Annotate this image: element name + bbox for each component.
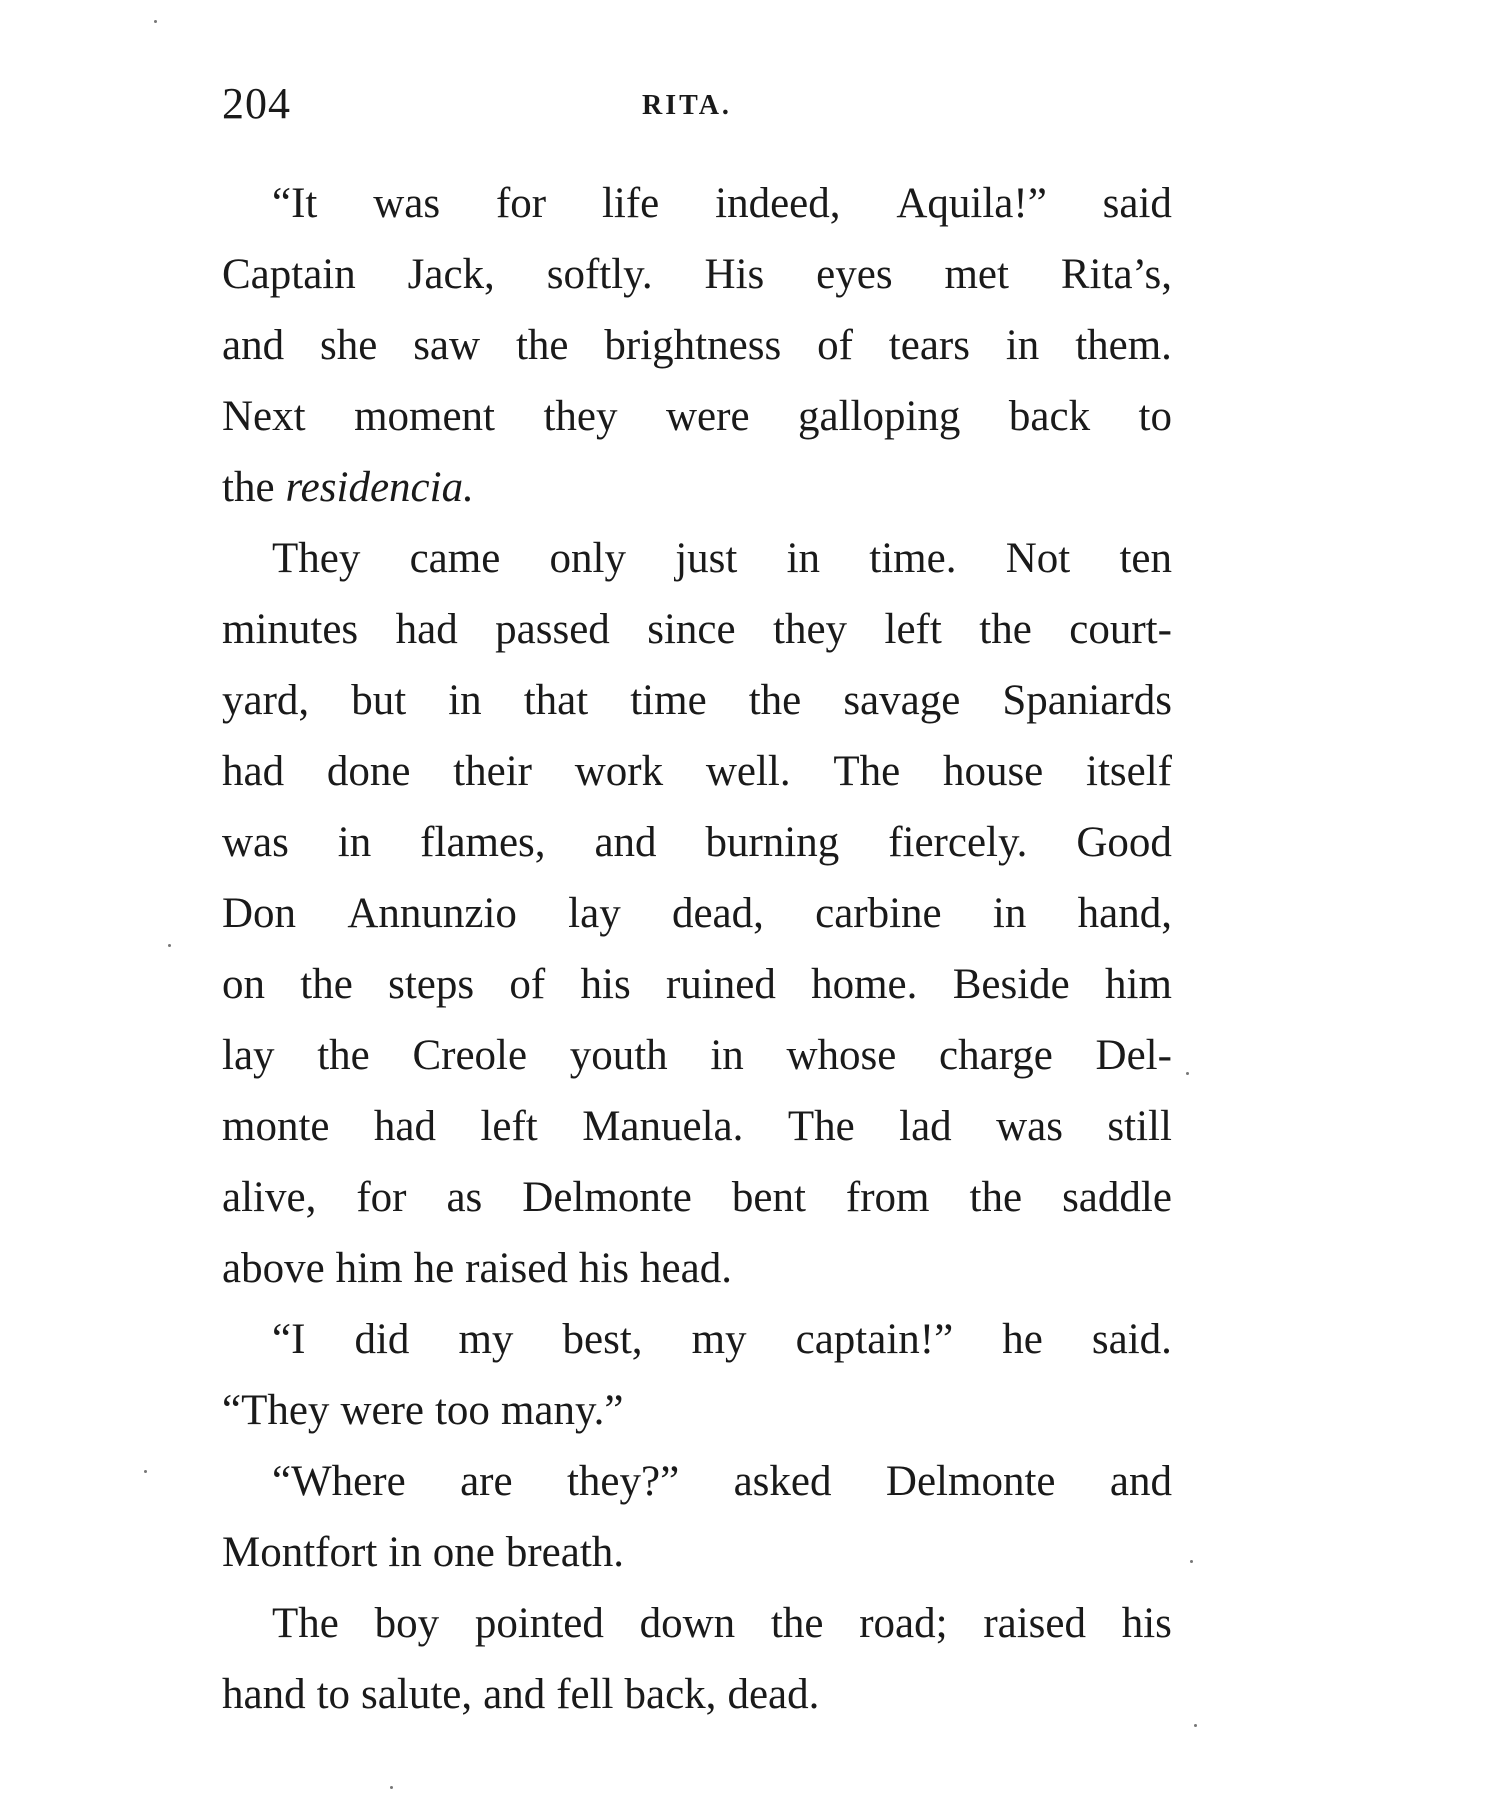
text-line (222, 1304, 1172, 1375)
word: him (335, 1245, 403, 1292)
word: to (316, 1671, 351, 1718)
word: Good (1076, 819, 1172, 866)
word: in (992, 890, 1027, 937)
word: His (704, 251, 765, 298)
word: lad (899, 1103, 952, 1150)
word: their (453, 748, 532, 795)
text-line (222, 1020, 1172, 1091)
word: still (1107, 1103, 1172, 1150)
text-line (222, 452, 1172, 523)
text-line (222, 168, 1172, 239)
word: Aquila!” (896, 180, 1047, 227)
word: ten (1119, 535, 1172, 582)
word: them. (1075, 322, 1172, 369)
word: in (710, 1032, 744, 1079)
word: salute, (361, 1671, 473, 1718)
italic-word: residencia. (285, 464, 474, 511)
word: brightness (604, 322, 782, 369)
text-line (222, 1162, 1172, 1233)
word: in (337, 819, 372, 866)
word: was (996, 1103, 1063, 1150)
word: Next (222, 393, 306, 440)
word: minutes (222, 606, 359, 653)
scan-speck (1186, 1072, 1189, 1075)
word: Captain (222, 251, 356, 298)
word: eyes (816, 251, 893, 298)
page-header (222, 78, 1170, 138)
scan-speck (144, 1470, 147, 1473)
word: too (434, 1387, 490, 1434)
paragraph-1 (222, 168, 1172, 523)
word: the (300, 961, 353, 1008)
word: met (944, 251, 1009, 298)
text-line (222, 1659, 1172, 1730)
paragraph-4 (222, 1446, 1172, 1588)
word: time. (869, 535, 957, 582)
word: ruined (665, 961, 776, 1008)
word: for (356, 1174, 407, 1221)
word: court- (1069, 606, 1172, 653)
word: from (845, 1174, 930, 1221)
word: lay (222, 1032, 275, 1079)
word: they (543, 393, 618, 440)
word: carbine (815, 890, 942, 937)
word (286, 452, 474, 523)
word: Jack, (407, 251, 495, 298)
word: hand, (1077, 890, 1172, 937)
text-line (222, 736, 1172, 807)
word: Rita’s, (1060, 251, 1172, 298)
word: had (373, 1103, 437, 1150)
paragraph-3 (222, 1304, 1172, 1446)
word: left (884, 606, 942, 653)
word: whose (786, 1032, 897, 1079)
word: youth (569, 1032, 668, 1079)
word: Annunzio (347, 890, 517, 937)
word: done (326, 748, 411, 795)
word: tears (888, 322, 970, 369)
text-line (222, 1091, 1172, 1162)
word: the (979, 606, 1032, 653)
word: the (969, 1174, 1023, 1221)
word: they (773, 606, 848, 653)
word: flames, (420, 819, 546, 866)
word: saw (413, 322, 481, 369)
text-line (222, 381, 1172, 452)
text-line (222, 594, 1172, 665)
word: to (1138, 393, 1172, 440)
word: hand (222, 1671, 306, 1718)
word: he (1002, 1316, 1043, 1363)
word: but (351, 677, 407, 724)
word: the (222, 464, 275, 511)
word: bent (731, 1174, 806, 1221)
word: The (787, 1103, 855, 1150)
word: raised (465, 1245, 568, 1292)
text-line (222, 807, 1172, 878)
word: fell (556, 1671, 614, 1718)
paragraph-5 (222, 1588, 1172, 1730)
word: was (373, 180, 441, 227)
word: of (509, 961, 546, 1008)
word: he (413, 1245, 455, 1292)
word: in (786, 535, 821, 582)
word: Don (222, 890, 297, 937)
word: house (942, 748, 1044, 795)
word: burning (705, 819, 840, 866)
word: only (549, 535, 626, 582)
word: asked (733, 1458, 832, 1505)
word: time (630, 677, 707, 724)
scan-speck (154, 20, 157, 23)
word: best, (562, 1316, 643, 1363)
word: “It (272, 180, 318, 227)
word: in (448, 677, 482, 724)
word: alive, (222, 1174, 317, 1221)
word: that (523, 677, 589, 724)
word: and (594, 819, 657, 866)
word: Spaniards (1002, 677, 1172, 724)
text-line (222, 523, 1172, 594)
word: raised (983, 1600, 1086, 1647)
word: saddle (1062, 1174, 1172, 1221)
word: Creole (412, 1032, 528, 1079)
text-line (222, 949, 1172, 1020)
word: Delmonte (522, 1174, 692, 1221)
word: Not (1005, 535, 1071, 582)
word: of (817, 322, 853, 369)
paragraph-2 (222, 523, 1172, 1304)
word: down (639, 1600, 736, 1647)
word: the (317, 1032, 370, 1079)
word: captain!” (795, 1316, 954, 1363)
word: for (495, 180, 547, 227)
word: road; (859, 1600, 948, 1647)
word: Manuela. (582, 1103, 744, 1150)
text-line (222, 665, 1172, 736)
word: on (222, 961, 265, 1008)
scan-speck (390, 1786, 393, 1789)
scan-speck (1190, 1560, 1193, 1563)
word: work (574, 748, 664, 795)
word: “They (222, 1387, 330, 1434)
word: said (1102, 180, 1172, 227)
word: his (1121, 1600, 1172, 1647)
word: monte (222, 1103, 330, 1150)
word: had (222, 748, 285, 795)
word: savage (843, 677, 961, 724)
word: said. (1091, 1316, 1172, 1363)
word: dead. (727, 1671, 820, 1718)
word: did (354, 1316, 410, 1363)
word: just (675, 535, 738, 582)
word: The (833, 748, 901, 795)
word: the (748, 677, 802, 724)
word: were (665, 393, 750, 440)
word: Beside (952, 961, 1070, 1008)
word: The (272, 1600, 339, 1647)
text-line (222, 1233, 1172, 1304)
text-line (222, 1517, 1172, 1588)
text-line (222, 1446, 1172, 1517)
scan-speck (168, 944, 171, 947)
word: the (515, 322, 569, 369)
scan-speck (1194, 1724, 1197, 1727)
word: my (691, 1316, 747, 1363)
word: Delmonte (885, 1458, 1056, 1505)
word: they?” (566, 1458, 680, 1505)
word: “Where (272, 1458, 406, 1505)
body-text (222, 168, 1172, 1730)
word: in (388, 1529, 422, 1576)
word: in (1005, 322, 1040, 369)
word: breath. (505, 1529, 625, 1576)
word: head. (640, 1245, 732, 1292)
text-line (222, 1588, 1172, 1659)
word: as (446, 1174, 483, 1221)
text-line (222, 1375, 1172, 1446)
word: back, (624, 1671, 717, 1718)
word: came (409, 535, 501, 582)
word: and (222, 322, 285, 369)
word: Del- (1095, 1032, 1172, 1079)
word: and (483, 1671, 546, 1718)
word: indeed, (715, 180, 841, 227)
running-head: RITA. (642, 90, 732, 121)
word: galloping (798, 393, 961, 440)
word: lay (568, 890, 621, 937)
word: left (480, 1103, 538, 1150)
word: pointed (474, 1600, 604, 1647)
word: since (647, 606, 736, 653)
word: Montfort (222, 1529, 378, 1576)
word: above (222, 1245, 325, 1292)
word: well. (705, 748, 791, 795)
word: him (1105, 961, 1172, 1008)
word: “I (272, 1316, 306, 1363)
word: steps (388, 961, 475, 1008)
word: itself (1086, 748, 1172, 795)
word: yard, (222, 677, 310, 724)
word: life (601, 180, 660, 227)
word: They (272, 535, 361, 582)
word: his (578, 1245, 630, 1292)
word: passed (495, 606, 610, 653)
word: my (458, 1316, 514, 1363)
word: the (770, 1600, 824, 1647)
word: home. (811, 961, 918, 1008)
word: were (340, 1387, 424, 1434)
word: dead, (671, 890, 764, 937)
word: boy (374, 1600, 440, 1647)
text-line (222, 239, 1172, 310)
text-line (222, 878, 1172, 949)
word: was (222, 819, 289, 866)
word: his (580, 961, 631, 1008)
word: moment (354, 393, 495, 440)
word: had (395, 606, 458, 653)
word: are (460, 1458, 513, 1505)
text-line (222, 310, 1172, 381)
word: softly. (546, 251, 653, 298)
word: fiercely. (888, 819, 1028, 866)
word: one (432, 1529, 495, 1576)
word: many.” (500, 1387, 624, 1434)
word: charge (939, 1032, 1053, 1079)
word: she (319, 322, 378, 369)
page-number: 204 (222, 79, 291, 128)
word: back (1008, 393, 1091, 440)
word: and (1109, 1458, 1172, 1505)
